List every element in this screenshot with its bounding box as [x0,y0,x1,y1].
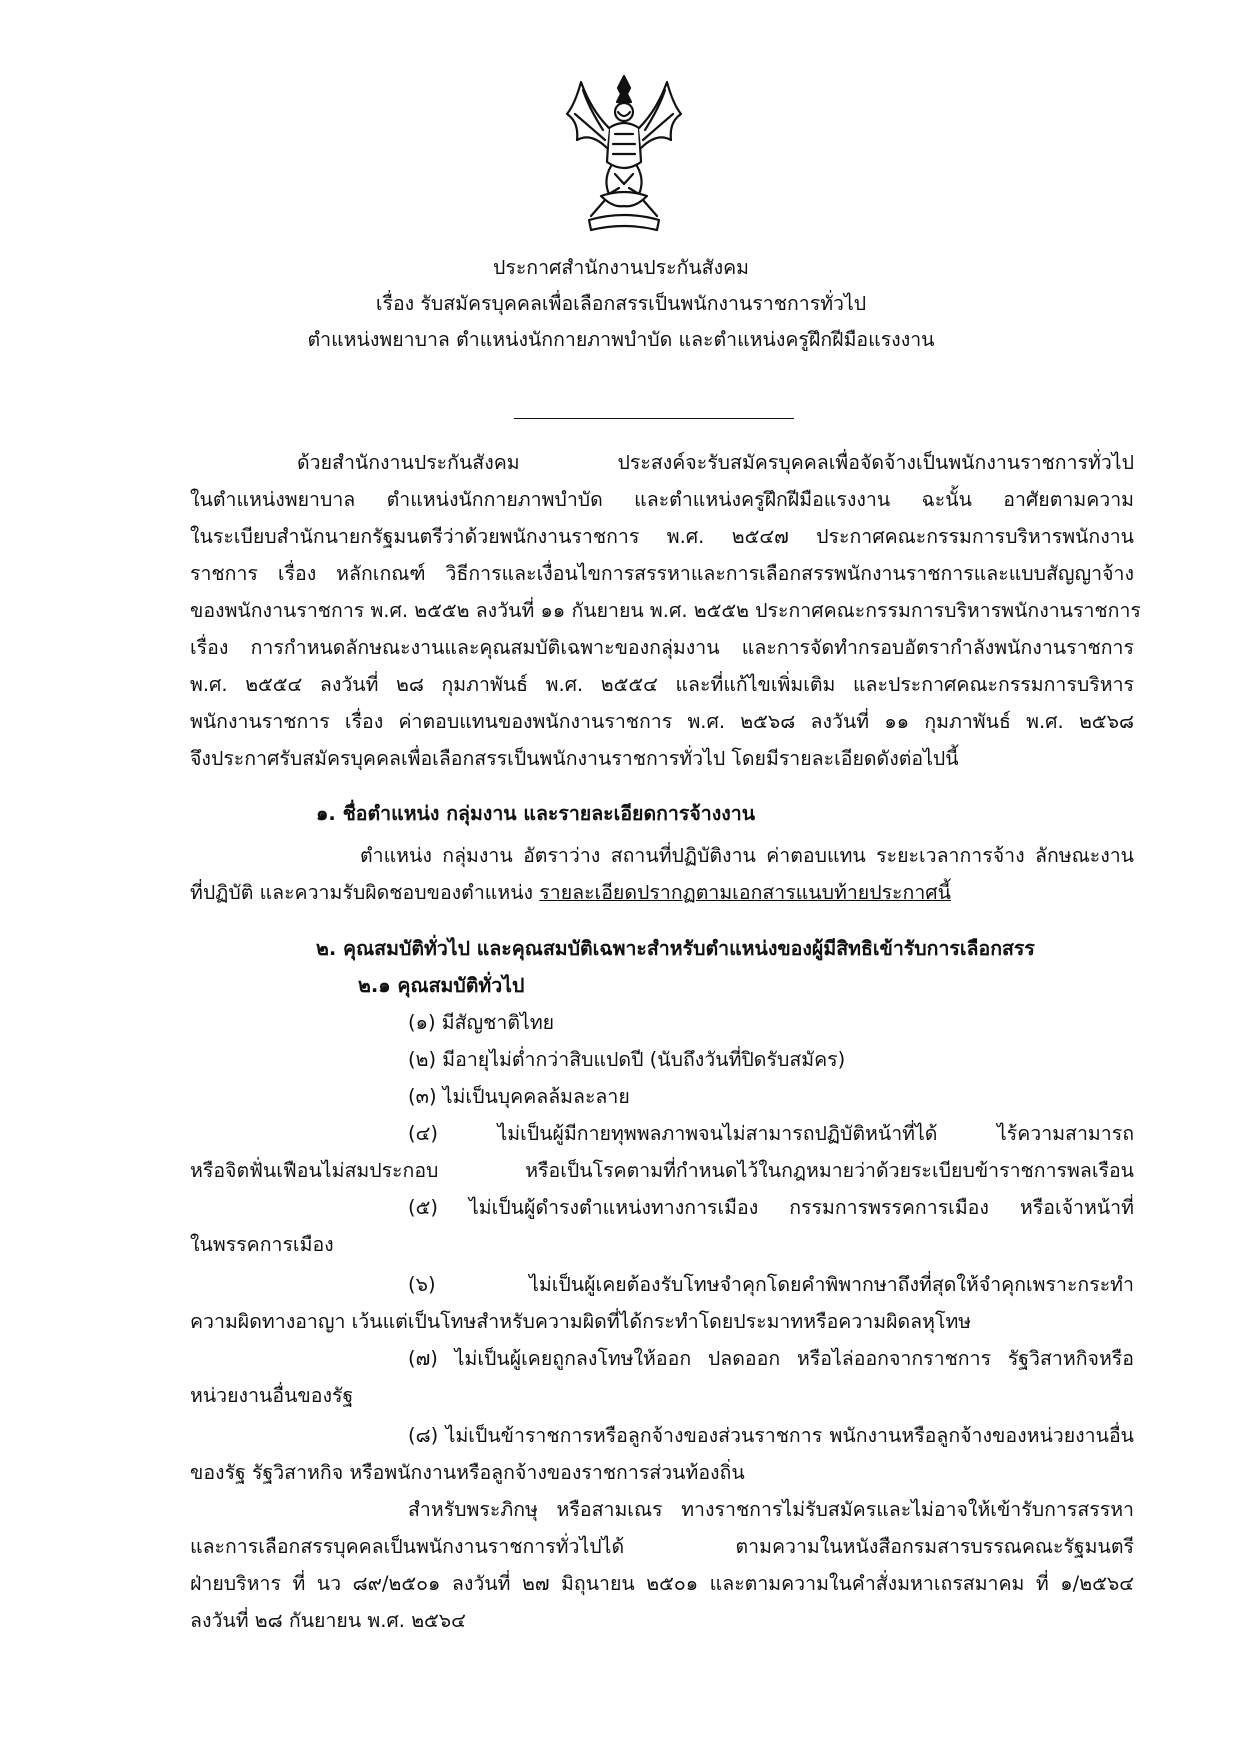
monk-note-line-2: และการเลือกสรรบุคคลเป็นพนักงานราชการทั่วไปได้ ตามความในหนังสือกรมสารบรรณคณะรัฐมนตรี [190,1535,1134,1558]
intro-line-8: พนักงานราชการ เรื่อง ค่าตอบแทนของพนักงานราชการ พ.ศ. ๒๕๖๘ ลงวันที่ ๑๑ กุมภาพันธ์ พ.ศ. ๒๕๖๘ [190,710,1134,733]
qualification-item-5: (๕) ไม่เป็นผู้ดำรงตำแหน่งทางการเมือง กรรมการพรรคการเมือง หรือเจ้าหน้าที่ [408,1196,1134,1219]
attachment-reference: รายละเอียดปรากฏตามเอกสารแนบท้ายประกาศนี้ [539,881,951,904]
intro-line-3: ในระเบียบสำนักนายกรัฐมนตรีว่าด้วยพนักงานราชการ พ.ศ. ๒๕๔๗ ประกาศคณะกรรมการบริหารพนักงาน [190,525,1134,548]
qualification-item-7: (๗) ไม่เป็นผู้เคยถูกลงโทษให้ออก ปลดออก หรือไล่ออกจากราชการ รัฐวิสาหกิจหรือ [408,1347,1134,1370]
intro-line-4: ราชการ เรื่อง หลักเกณฑ์ วิธีการและเงื่อนไขการสรรหาและการเลือกสรรพนักงานราชการและแบบสัญญาจ้าง [190,562,1134,585]
qualification-item-8-cont: ของรัฐ รัฐวิสาหกิจ หรือพนักงานหรือลูกจ้างของราชการส่วนท้องถิ่น [190,1461,745,1484]
qualification-item-1: (๑) มีสัญชาติไทย [408,1011,555,1034]
announcement-subject: เรื่อง รับสมัครบุคคลเพื่อเลือกสรรเป็นพนักงานราชการทั่วไป [375,292,867,315]
section-1-line-2 [190,877,951,909]
announcement-positions: ตำแหน่งพยาบาล ตำแหน่งนักกายภาพบำบัด และตำแหน่งครูฝึกฝีมือแรงงาน [307,328,935,351]
qualification-item-8: (๘) ไม่เป็นข้าราชการหรือลูกจ้างของส่วนราชการ พนักงานหรือลูกจ้างของหน่วยงานอื่น [408,1424,1134,1447]
qualification-item-7-cont: หน่วยงานอื่นของรัฐ [190,1384,354,1407]
qualification-item-2: (๒) มีอายุไม่ต่ำกว่าสิบแปดปี (นับถึงวันที่ปิดรับสมัคร) [408,1048,846,1071]
announcement-title: ประกาศสำนักงานประกันสังคม [492,256,750,279]
section-1-heading: ๑. ชื่อตำแหน่ง กลุ่มงาน และรายละเอียดการจ้างงาน [316,802,756,825]
intro-line-7: พ.ศ. ๒๕๕๔ ลงวันที่ ๒๘ กุมภาพันธ์ พ.ศ. ๒๕๕๔ และที่แก้ไขเพิ่มเติม และประกาศคณะกรรมการบริหาร [190,673,1134,696]
intro-line-1: ด้วยสำนักงานประกันสังคม ประสงค์จะรับสมัครบุคคลเพื่อจัดจ้างเป็นพนักงานราชการทั่วไป [297,451,1134,474]
intro-line-6: เรื่อง การกำหนดลักษณะงานและคุณสมบัติเฉพาะของกลุ่มงาน และการจัดทำกรอบอัตรากำลังพนักงานราชการ [190,636,1134,659]
monk-note-line-3: ฝ่ายบริหาร ที่ นว ๘๙/๒๕๐๑ ลงวันที่ ๒๗ มิถุนายน ๒๕๐๑ และตามความในคำสั่งมหาเถรสมาคม ที่ ๑/๒๕๖๔ [190,1572,1134,1595]
qualification-item-6-cont: ความผิดทางอาญา เว้นแต่เป็นโทษสำหรับความผิดที่ได้กระทำโดยประมาทหรือความผิดลหุโทษ [190,1310,972,1333]
qualification-item-4-cont: หรือจิตฟั่นเฟือนไม่สมประกอบ หรือเป็นโรคตามที่กำหนดไว้ในกฎหมายว่าด้วยระเบียบข้าราชการพลเรือน [190,1159,1134,1182]
qualification-item-6: (๖) ไม่เป็นผู้เคยต้องรับโทษจำคุกโดยคำพิพากษาถึงที่สุดให้จำคุกเพราะกระทำ [408,1273,1134,1296]
qualification-item-3: (๓) ไม่เป็นบุคคลล้มละลาย [408,1085,630,1108]
section-1-line-1: ตำแหน่ง กลุ่มงาน อัตราว่าง สถานที่ปฏิบัติงาน ค่าตอบแทน ระยะเวลาการจ้าง ลักษณะงาน [360,844,1134,867]
section-2-1-heading: ๒.๑ คุณสมบัติทั่วไป [358,974,525,997]
qualification-item-5-cont: ในพรรคการเมือง [190,1233,334,1256]
intro-line-9: จึงประกาศรับสมัครบุคคลเพื่อเลือกสรรเป็นพนักงานราชการทั่วไป โดยมีรายละเอียดดังต่อไปนี้ [190,747,959,770]
intro-line-2: ในตำแหน่งพยาบาล ตำแหน่งนักกายภาพบำบัด และตำแหน่งครูฝึกฝีมือแรงงาน ฉะนั้น อาศัยตามความ [190,488,1134,511]
garuda-emblem-icon [561,70,687,235]
section-1-line-2-text: ที่ปฏิบัติ และความรับผิดชอบของตำแหน่ง [190,881,540,904]
monk-note-line-4: ลงวันที่ ๒๘ กันยายน พ.ศ. ๒๕๖๔ [190,1609,466,1632]
intro-line-5: ของพนักงานราชการ พ.ศ. ๒๕๕๒ ลงวันที่ ๑๑ กันยายน พ.ศ. ๒๕๕๒ ประกาศคณะกรรมการบริหารพนักงานราชการ [190,599,1141,622]
monk-note-line-1: สำหรับพระภิกษุ หรือสามเณร ทางราชการไม่รับสมัครและไม่อาจให้เข้ารับการสรรหา [408,1498,1134,1521]
qualification-item-4: (๔) ไม่เป็นผู้มีกายทุพพลภาพจนไม่สามารถปฏิบัติหน้าที่ได้ ไร้ความสามารถ [408,1122,1134,1145]
header-divider [514,418,794,419]
section-2-heading: ๒. คุณสมบัติทั่วไป และคุณสมบัติเฉพาะสำหรับตำแหน่งของผู้มีสิทธิเข้ารับการเลือกสรร [316,937,1035,960]
